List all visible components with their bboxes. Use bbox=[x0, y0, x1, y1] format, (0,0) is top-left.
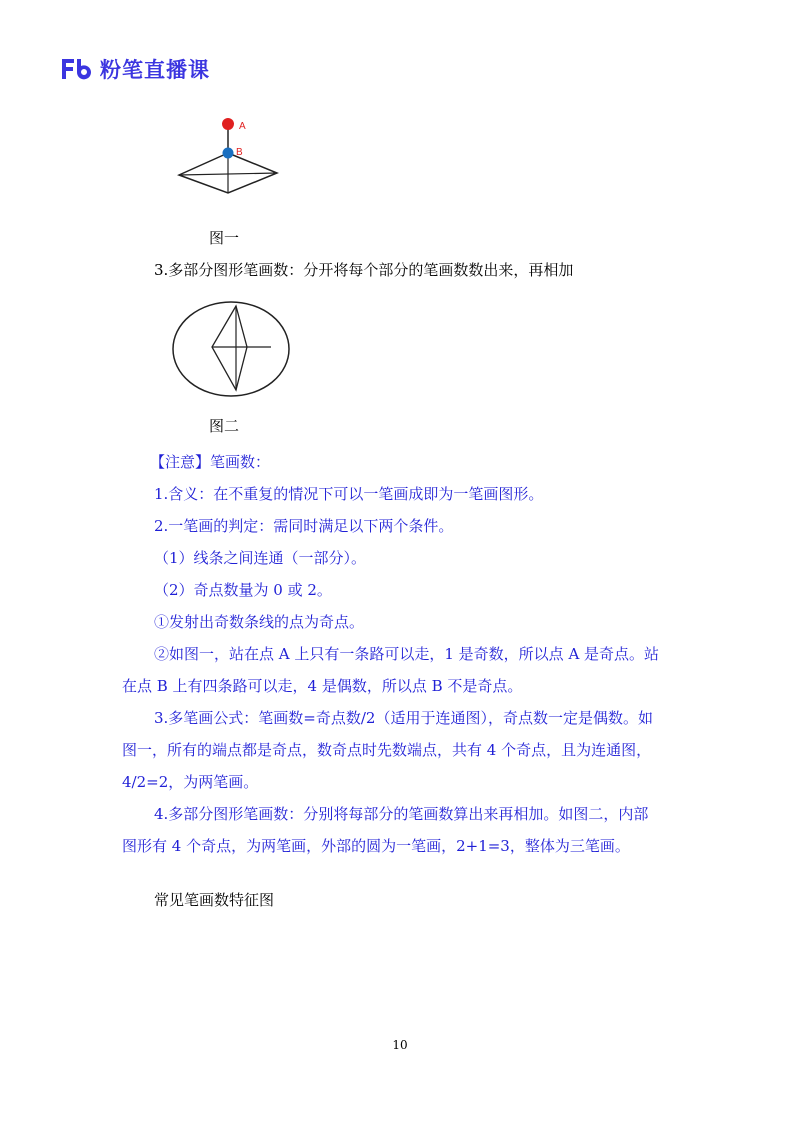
inner-kite bbox=[212, 306, 247, 390]
fb-logo-icon bbox=[60, 57, 94, 81]
figure-one-caption: 图一 bbox=[209, 229, 240, 247]
point-b bbox=[223, 148, 234, 159]
label-b: B bbox=[236, 147, 243, 158]
figure-two-caption: 图二 bbox=[209, 417, 240, 435]
section-title: 常见笔画数特征图 bbox=[154, 891, 275, 909]
note-title: 【注意】笔画数： bbox=[150, 453, 271, 471]
brand-logo bbox=[60, 54, 210, 84]
note-4-line1: 4.多部分图形笔画数：分别将每部分的笔画数算出来再相加。如图二，内部 bbox=[154, 805, 649, 823]
note-2: 2.一笔画的判定：需同时满足以下两个条件。 bbox=[154, 517, 454, 535]
page-number: 10 bbox=[392, 1038, 408, 1052]
logo-text: 粉笔直播课 bbox=[100, 58, 210, 82]
label-a: A bbox=[239, 121, 246, 132]
figure-one-diagram bbox=[170, 112, 290, 202]
note-2d-line1: ②如图一，站在点 A 上只有一条路可以走，1 是奇数，所以点 A 是奇点。站 bbox=[154, 645, 660, 663]
note-2d-line2: 在点 B 上有四条路可以走，4 是偶数，所以点 B 不是奇点。 bbox=[122, 677, 523, 695]
point-a bbox=[222, 118, 234, 130]
note-2c: ①发射出奇数条线的点为奇点。 bbox=[154, 613, 365, 631]
note-3-line1: 3.多笔画公式：笔画数=奇点数/2（适用于连通图），奇点数一定是偶数。如 bbox=[154, 709, 653, 727]
note-4-line2: 图形有 4 个奇点，为两笔画，外部的圆为一笔画，2+1=3，整体为三笔画。 bbox=[122, 837, 630, 855]
note-3-line3: 4/2=2，为两笔画。 bbox=[122, 773, 259, 791]
note-2b: （2）奇点数量为 0 或 2。 bbox=[154, 581, 332, 599]
item-3-text: 3.多部分图形笔画数：分开将每个部分的笔画数数出来，再相加 bbox=[154, 261, 574, 279]
note-2a: （1）线条之间连通（一部分）。 bbox=[154, 549, 367, 567]
note-1: 1.含义：在不重复的情况下可以一笔画成即为一笔画图形。 bbox=[154, 485, 544, 503]
note-3-line2: 图一，所有的端点都是奇点，数奇点时先数端点，共有 4 个奇点，且为连通图， bbox=[122, 741, 652, 759]
figure-two-diagram bbox=[168, 298, 294, 400]
